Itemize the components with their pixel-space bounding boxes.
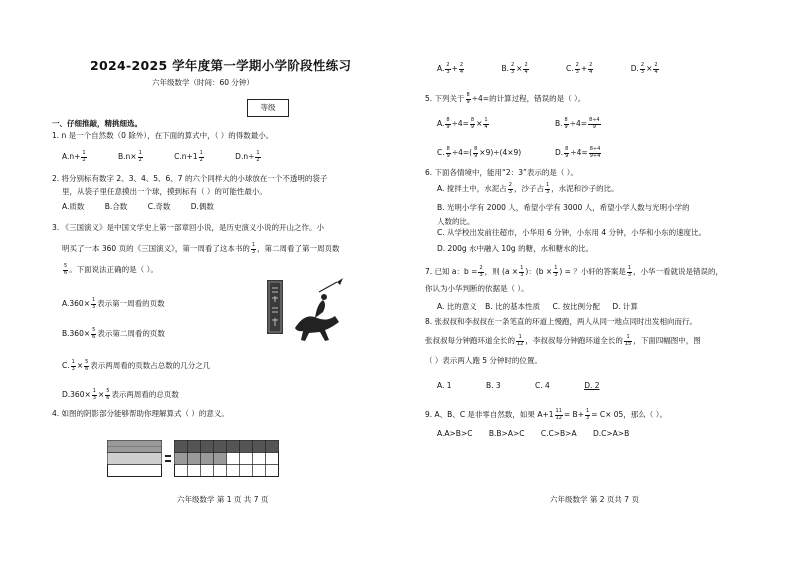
q8-options xyxy=(437,381,628,390)
q3-option-b[interactable]: B.360× $\frac{5}{6}$ 表示第二周看的页数 xyxy=(62,327,165,340)
q8-option-d[interactable]: D. 2 xyxy=(584,381,600,390)
q7-option-c[interactable]: C. 按比例分配 xyxy=(552,302,600,311)
q8-option-c[interactable]: C. 4 xyxy=(535,381,550,390)
q2-option-b[interactable]: B.合数 xyxy=(104,202,128,211)
q2-line1: 2. 将分别标有数字 2、3、4、5、6、7 的六个同样大的小球放在一个不透明的袋子 xyxy=(52,174,328,183)
q4-option-b[interactable]: B. $\frac{2}{3}$ × $\frac{2}{4}$ xyxy=(501,62,528,75)
q9-option-d[interactable]: D.C>A>B xyxy=(592,429,630,438)
q3-option-c[interactable]: C. $\frac{1}{3}$ × $\frac{5}{6}$ 表示两周看的页数占总数的几分之几 xyxy=(62,359,211,372)
q4-stem: 4. 如图的阴影部分能够帮助你理解算式（ ）的意义。 xyxy=(52,409,229,418)
q2-option-a[interactable]: A.质数 xyxy=(62,202,85,211)
q7-option-d[interactable]: D. 计算 xyxy=(612,302,638,311)
q1-option-c[interactable]: C.n+1 $\frac{1}{2}$ xyxy=(174,150,203,163)
grade-label: 等级 xyxy=(260,103,276,112)
q9-stem: 9. A、B、C 是非零自然数，如果 A+1 $\frac{11}{12}$ = B+ $\frac{1}{3}$ = C× 05，那么（ ）。 xyxy=(425,408,667,421)
q6-option-d[interactable]: D. 200g 水中融入 10g 的糖，水和糖水的比。 xyxy=(437,244,594,253)
q8-line3: （ ）表示两人跑 5 分钟时的位置。 xyxy=(425,356,542,365)
page-subtitle: 六年级数学（时间：60 分钟） xyxy=(152,78,254,87)
left-page xyxy=(52,0,382,569)
q3-option-a[interactable]: A.360× $\frac{1}{3}$ 表示第一周看的页数 xyxy=(62,297,165,310)
q8-line2: 张叔叔每分钟跑环道全长的 $\frac{1}{12}$ ，李叔叔每分钟跑环道全长的 $\frac{1}{15}$ ，下面四幅图中，图 xyxy=(425,334,701,347)
q4-right-grid xyxy=(175,441,279,477)
q9-options xyxy=(437,429,657,438)
q3-option-d[interactable]: D.360× $\frac{1}{3}$ × $\frac{5}{6}$ 表示两周看的总页数 xyxy=(62,388,179,401)
q4-options xyxy=(437,63,688,75)
q4-option-a[interactable]: A. $\frac{2}{3}$ + $\frac{2}{4}$ xyxy=(437,62,464,75)
q1-option-d[interactable]: D.n÷ $\frac{1}{2}$ xyxy=(235,150,260,163)
q2-option-c[interactable]: C.奇数 xyxy=(147,202,171,211)
q6-option-b[interactable]: B. 光明小学有 2000 人，希望小学有 3000 人，希望小学人数与光明小学的 人数的比。 xyxy=(437,203,690,227)
q5-option-d[interactable]: D. $\frac{8}{9}$ ÷4= $\frac{8\div 4}{9\div 4}$ xyxy=(555,146,601,159)
q5-option-c[interactable]: C. $\frac{8}{9}$ ÷4=( $\frac{8}{9}$ ×9)÷(4×9) xyxy=(437,146,522,159)
q8-option-a[interactable]: A. 1 xyxy=(437,381,452,390)
q9-option-a[interactable]: A.A>B>C xyxy=(437,429,473,438)
q6-option-a[interactable]: A. 搅拌土中，水泥占 $\frac{2}{3}$ ，沙子占 $\frac{1}{3}$ ，水泥和沙子的比。 xyxy=(437,182,619,195)
right-page xyxy=(425,0,760,569)
q5-option-a[interactable]: A. $\frac{8}{9}$ ÷4= $\frac{8}{9}$ × $\frac{1}{4}$ xyxy=(437,117,488,130)
q4-option-d[interactable]: D. $\frac{2}{3}$ × $\frac{2}{4}$ xyxy=(630,62,658,75)
q3-line1: 3. 《三国演义》是中国文学史上第一部章回小说，是历史演义小说的开山之作。小 xyxy=(52,223,325,232)
q7-options xyxy=(437,302,666,311)
q4-option-c[interactable]: C. $\frac{2}{3}$ + $\frac{2}{4}$ xyxy=(566,62,593,75)
q1-options xyxy=(62,151,290,163)
q2-line2: 里，从袋子里任意摸出一个球，摸到标有（ ）的可能性最小。 xyxy=(62,187,267,196)
q2-options xyxy=(62,202,242,211)
three-kingdoms-illustration xyxy=(265,278,365,346)
q1-stem: 1. n 是一个自然数（0 除外），在下面的算式中，（ ）的得数最小。 xyxy=(52,131,274,140)
section1-heading: 一、仔细推敲，精挑细选。 xyxy=(52,119,142,128)
q1-option-a[interactable]: A.n+ $\frac{1}{2}$ xyxy=(62,150,86,163)
q7-option-a[interactable]: A. 比的意义 xyxy=(437,302,477,311)
q9-option-b[interactable]: B.B>A>C xyxy=(488,429,525,438)
page-title: 2024-2025 学年度第一学期小学阶段性练习 xyxy=(90,58,352,73)
q8-option-b[interactable]: B. 3 xyxy=(485,381,501,390)
q3-line2: 明买了一本 360 页的《三国演义》，第一周看了这本书的 $\frac{1}{3}$ ，第二周看了第一周页数 xyxy=(62,242,340,255)
right-footer: 六年级数学 第 2 页共 7 页 xyxy=(550,495,639,504)
q1-option-b[interactable]: B.n× $\frac{1}{2}$ xyxy=(118,150,142,163)
q7-line2: 你认为小华判断的依据是（ ）。 xyxy=(425,284,529,293)
q6-stem: 6. 下面各情境中，能用“2：3”表示的是（ ）。 xyxy=(425,168,578,177)
left-footer: 六年级数学 第 1 页 共 7 页 xyxy=(177,495,269,504)
q5-option-b[interactable]: B. $\frac{8}{9}$ ÷4= $\frac{8\div 4}{9}$ xyxy=(555,117,600,130)
q4-shaded-figure xyxy=(107,440,279,478)
q3-line3: $\frac{5}{6}$ 。下面说法正确的是（ ）。 xyxy=(64,263,158,276)
q9-option-c[interactable]: C.C>B>A xyxy=(540,429,577,438)
grade-box xyxy=(247,99,289,117)
q8-line1: 8. 张叔叔和李叔叔在一条笔直的环道上慢跑，两人从同一地点同时出发相向而行。 xyxy=(425,317,698,326)
q2-option-d[interactable]: D.偶数 xyxy=(190,202,214,211)
q6-option-c[interactable]: C. 从学校出发前往超市，小华用 6 分钟，小东用 4 分钟，小华和小东的速度比。 xyxy=(437,228,707,237)
q7-option-b[interactable]: B. 比的基本性质 xyxy=(485,302,541,311)
q7-stem: 7. 已知 a：b = $\frac{2}{3}$ ，则 (a × $\frac{1}{3}$ )：(b × $\frac{1}{3}$ ) = ？小轩的答案是 $\frac{1}{3}$ ，小华一看就说是错误的， xyxy=(425,265,724,278)
q4-left-rectangle xyxy=(108,441,162,477)
horse-rider-icon xyxy=(295,278,343,341)
q5-stem: 5. 下列关于 $\frac{8}{9}$ ÷4=的计算过程，错误的是（ ）。 xyxy=(425,92,586,105)
equals-icon xyxy=(165,455,171,462)
